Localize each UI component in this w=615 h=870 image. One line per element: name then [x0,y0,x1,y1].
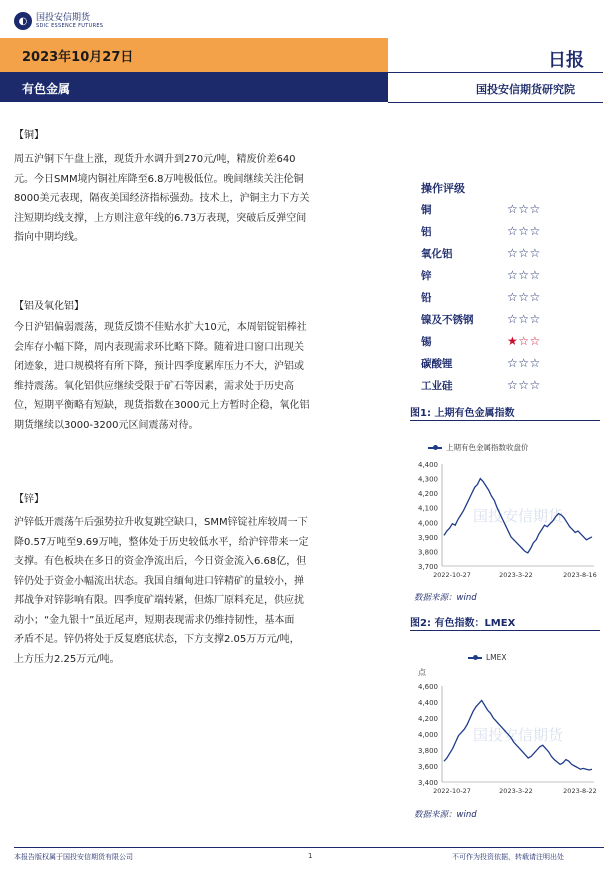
rating-stars: ☆☆☆ [507,202,541,216]
text-line: 矛盾不足。锌仍将处于反复磨底状态，下方支撑2.05万万元/吨， [14,634,300,645]
rating-name: 氧化铝 [421,247,453,260]
figure2-unit: 点 [418,668,426,677]
x-tick-label: 2022-10-27 [433,787,471,795]
text-line: 支撑。有色板块在多日的资金净流出后，今日资金流入6.68亿，但 [14,556,307,567]
x-tick-label: 2023-3-22 [499,571,533,579]
y-tick-label: 4,300 [417,475,438,484]
legend-line-icon [428,447,442,449]
logo-mark-icon: ◐ [14,12,32,30]
section-title-zinc: 【锌】 [14,494,44,505]
rating-stars: ☆☆☆ [507,224,541,238]
sector-title: 有色金属 [22,82,71,96]
footer-disclaimer: 不可作为投资依据，转载请注明出处 [452,853,564,861]
figure1-source: 数据来源：wind [414,593,477,603]
text-line: 8000美元表现，隔夜美国经济指标强劲。技术上，沪铜主力下方关 [14,193,310,204]
figure2-legend [468,653,507,662]
rating-row-tin [421,330,591,352]
y-tick-label: 4,000 [417,519,438,528]
y-tick-label: 4,200 [417,490,438,499]
text-line: 期货继续以3000-3200元区间震荡对待。 [14,419,199,431]
y-tick-label: 3,400 [417,779,438,787]
page-number: 1 [308,852,313,860]
rating-name: 锡 [421,335,432,348]
text-line: 会库存小幅下降，周内表现需求环比略下降。随着进口窗口出现关 [14,341,304,353]
section-body-aluminum [14,318,392,435]
footer-copyright: 本报告版权属于国投安信期货有限公司 [14,853,133,861]
y-tick-label: 4,100 [417,504,438,513]
section-title-aluminum: 【铝及氧化铝】 [14,301,84,312]
section-title-copper: 【铜】 [14,130,44,141]
chart-watermark: 国投安信期货 [472,507,564,525]
figure1-chart [408,458,600,584]
x-tick-label: 2023-8-22 [563,787,597,795]
figure2-rule [410,630,600,631]
y-tick-label: 4,600 [417,683,438,691]
y-tick-label: 3,800 [417,548,438,557]
y-tick-label: 3,700 [417,563,438,571]
y-tick-label: 4,000 [417,731,438,739]
rating-row-copper [421,198,591,220]
y-tick-label: 4,400 [417,461,438,469]
text-line: 锌仍处于资金小幅流出状态。我国自缅甸进口锌精矿的量较小，掸 [14,575,304,587]
text-line: 邦战争对锌影响有限。四季度矿端转紧，但炼厂原料充足，供应扰 [14,595,304,606]
figure1-title: 图1: 上期有色金属指数 [410,408,515,419]
figure2-title: 图2: 有色指数：LMEX [410,618,516,629]
rating-title: 操作评级 [421,182,465,195]
rating-stars: ☆☆☆ [507,356,541,370]
rating-name: 镍及不锈钢 [421,313,474,326]
chart-watermark: 国投安信期货 [472,726,564,744]
text-line: 维持震荡。氧化铝供应继续受限于矿石等因素，需求处于历史高 [14,380,294,392]
logo-text: 国投安信期货 [36,13,91,23]
rating-name: 工业硅 [421,379,453,392]
y-tick-label: 4,200 [417,715,438,723]
rating-row-lead [421,286,591,308]
y-tick-label: 3,800 [417,747,438,755]
rating-stars: ☆☆☆ [507,268,541,282]
text-line: 今日沪铝偏弱震荡，现货反馈不佳贴水扩大10元，本周铝锭铝棒社 [14,322,307,333]
text-line: 位，短期平衡略有短缺，现货指数在3000元上方暂时企稳，氧化铝 [14,400,310,411]
rating-row-lithium [421,352,591,374]
figure2-source: 数据来源：wind [414,810,477,820]
header-divider-bottom [388,102,603,103]
x-tick-label: 2023-3-22 [499,787,533,795]
text-line: 上方压力2.25万元/吨。 [14,653,120,665]
text-line: 降0.57万吨至9.69万吨，整体处于历史较低水平，给沪锌带来一定 [14,536,309,548]
rating-name: 碳酸锂 [421,357,453,370]
rating-stars: ☆☆☆ [507,378,541,392]
report-type: 日报 [548,50,584,71]
rating-name: 铜 [421,203,432,216]
y-tick-label: 3,900 [417,533,438,542]
legend-line-icon [468,657,482,659]
rating-stars: ☆☆☆ [507,246,541,260]
rating-row-aluminum [421,220,591,242]
rating-name: 铅 [421,291,432,304]
rating-stars-tin: ★☆☆ [507,334,541,348]
figure2-chart [408,680,600,800]
footer-divider [14,847,604,848]
text-line: 元。今日SMM境内铜社库降至6.8万吨极低位。晚间继续关注伦铜 [14,173,304,185]
company-logo [14,10,103,32]
text-line: 指向中期均线。 [14,232,84,243]
text-line: 闭迹象，进口规模将有所下降，预计四季度累库压力不大，沪铝或 [14,361,304,372]
legend-label: LMEX [486,653,507,662]
rating-stars: ☆☆☆ [507,312,541,326]
text-line: 沪锌低开震荡午后强势拉升收复跳空缺口，SMM锌锭社库较周一下 [14,517,308,528]
header-divider [388,72,603,73]
logo-subtext: SDIC ESSENCE FUTURES [36,23,104,29]
section-body-zinc [14,513,392,669]
section-body-copper [14,150,392,248]
logo-text-block [36,13,103,29]
rating-stars: ☆☆☆ [507,290,541,304]
rating-row-nickel [421,308,591,330]
institute-name: 国投安信期货研究院 [476,83,575,96]
report-date: 2023年10月27日 [22,50,134,65]
y-tick-label: 4,400 [417,699,438,707]
x-tick-label: 2022-10-27 [433,571,471,579]
text-line: 注短期均线支撑，上方则注意年线的6.73万表现，突破后反弹空间 [14,212,307,224]
x-tick-label: 2023-8-16 [563,571,597,579]
text-line: 动小；“金九银十”虽近尾声，短期表现需求仍维持韧性，基本面 [14,614,295,626]
rating-name: 铝 [421,225,432,238]
rating-row-silicon [421,374,591,396]
legend-label: 上期有色金属指数收盘价 [446,443,529,452]
y-tick-label: 3,600 [417,763,438,771]
rating-row-alumina [421,242,591,264]
figure1-rule [410,420,600,421]
rating-name: 锌 [421,269,432,282]
figure1-legend [428,442,529,453]
text-line: 周五沪铜下午盘上涨，现货升水调升到270元/吨，精废价差640 [14,154,296,165]
rating-row-zinc [421,264,591,286]
